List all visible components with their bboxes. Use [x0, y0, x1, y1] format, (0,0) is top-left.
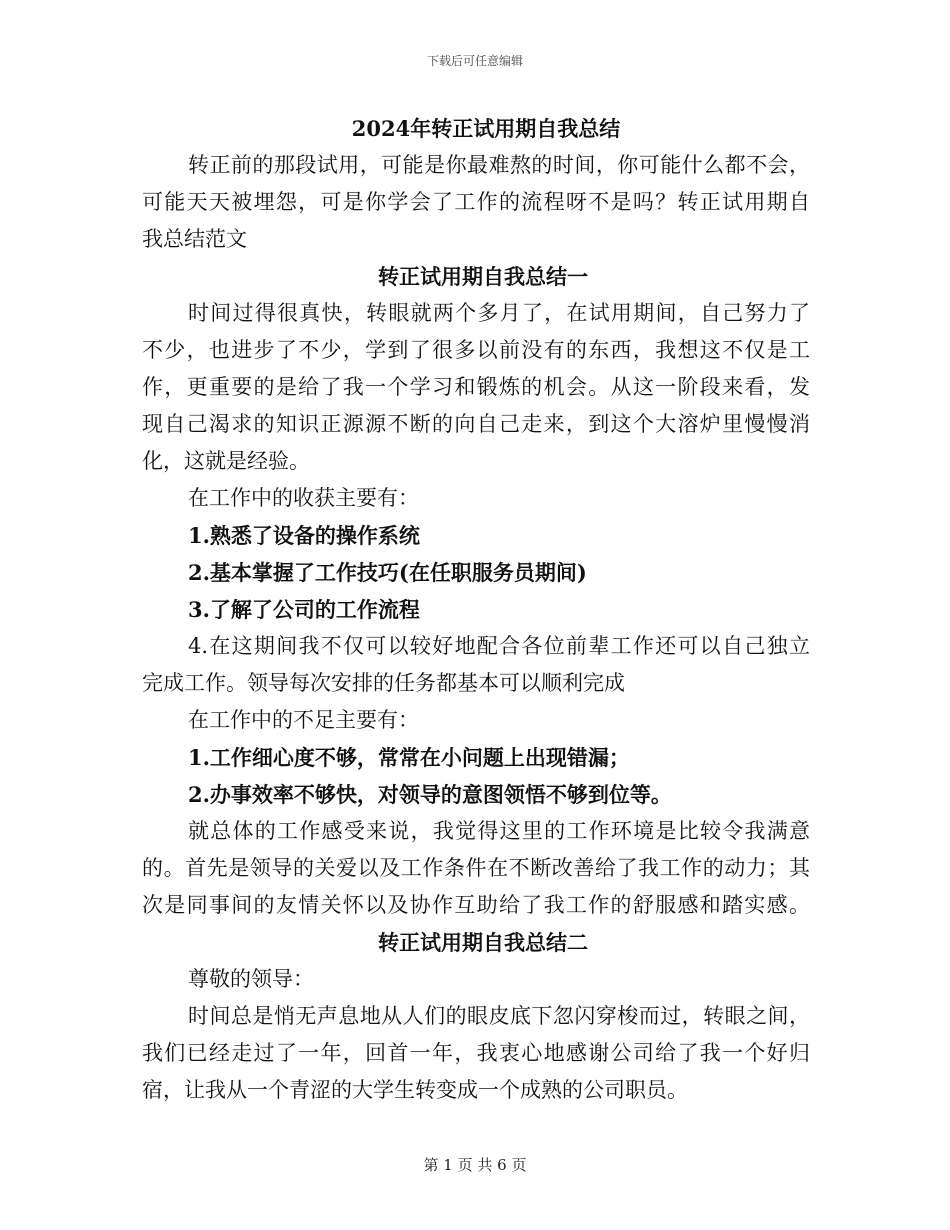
- paragraph-line: 的。首先是领导的关爱以及工作条件在不断改善给了我工作的动力；其: [142, 856, 810, 880]
- paragraph-line: 现自己渴求的知识正源源不断的向自己走来，到这个大溶炉里慢慢消: [142, 412, 810, 436]
- gain-item: 3.了解了公司的工作流程: [188, 597, 420, 622]
- intro-line: 可能天天被埋怨，可是你学会了工作的流程呀不是吗？转正试用期自: [142, 190, 810, 214]
- gain-item: 2.基本掌握了工作技巧(在任职服务员期间): [188, 560, 587, 585]
- shortfall-item: 1.工作细心度不够，常常在小问题上出现错漏；: [188, 745, 630, 770]
- paragraph-line: 宿，让我从一个青涩的大学生转变成一个成熟的公司职员。: [142, 1078, 688, 1102]
- intro-line: 我总结范文: [142, 227, 247, 251]
- paragraph-line: 次是同事间的友情关怀以及协作互助给了我工作的舒服感和踏实感。: [142, 893, 810, 917]
- gain-item-4: 4.在这期间我不仅可以较好地配合各位前辈工作还可以自己独立: [188, 634, 810, 658]
- section-heading-2: 转正试用期自我总结二: [378, 930, 588, 955]
- paragraph-line: 化，这就是经验。: [142, 449, 310, 473]
- gains-label: 在工作中的收获主要有：: [188, 486, 419, 510]
- intro-line: 转正前的那段试用，可能是你最难熬的时间，你可能什么都不会，: [188, 153, 810, 177]
- shortfalls-label: 在工作中的不足主要有：: [188, 708, 419, 732]
- gain-item: 1.熟悉了设备的操作系统: [188, 523, 420, 548]
- paragraph-line: 我们已经走过了一年，回首一年，我衷心地感谢公司给了我一个好归: [142, 1041, 810, 1065]
- document-title: 2024年转正试用期自我总结: [351, 116, 621, 141]
- page-header-note: 下载后可任意编辑: [426, 54, 523, 68]
- salutation: 尊敬的领导：: [188, 967, 314, 991]
- document-body: [142, 110, 810, 1109]
- paragraph-line: 时间过得很真快，转眼就两个多月了，在试用期间，自己努力了: [188, 301, 810, 325]
- gain-item-4: 完成工作。领导每次安排的任务都基本可以顺利完成: [142, 671, 625, 695]
- paragraph-line: 不少，也进步了不少，学到了很多以前没有的东西，我想这不仅是工: [142, 338, 810, 362]
- paragraph-line: 时间总是悄无声息地从人们的眼皮底下忽闪穿梭而过，转眼之间，: [188, 1004, 810, 1028]
- shortfall-item: 2.办事效率不够快，对领导的意图领悟不够到位等。: [188, 782, 672, 807]
- paragraph-line: 作，更重要的是给了我一个学习和锻炼的机会。从这一阶段来看，发: [142, 375, 810, 399]
- page-number: 第 1 页 共 6 页: [423, 1156, 527, 1174]
- paragraph-line: 就总体的工作感受来说，我觉得这里的工作环境是比较令我满意: [188, 819, 810, 843]
- section-heading-1: 转正试用期自我总结一: [378, 264, 588, 289]
